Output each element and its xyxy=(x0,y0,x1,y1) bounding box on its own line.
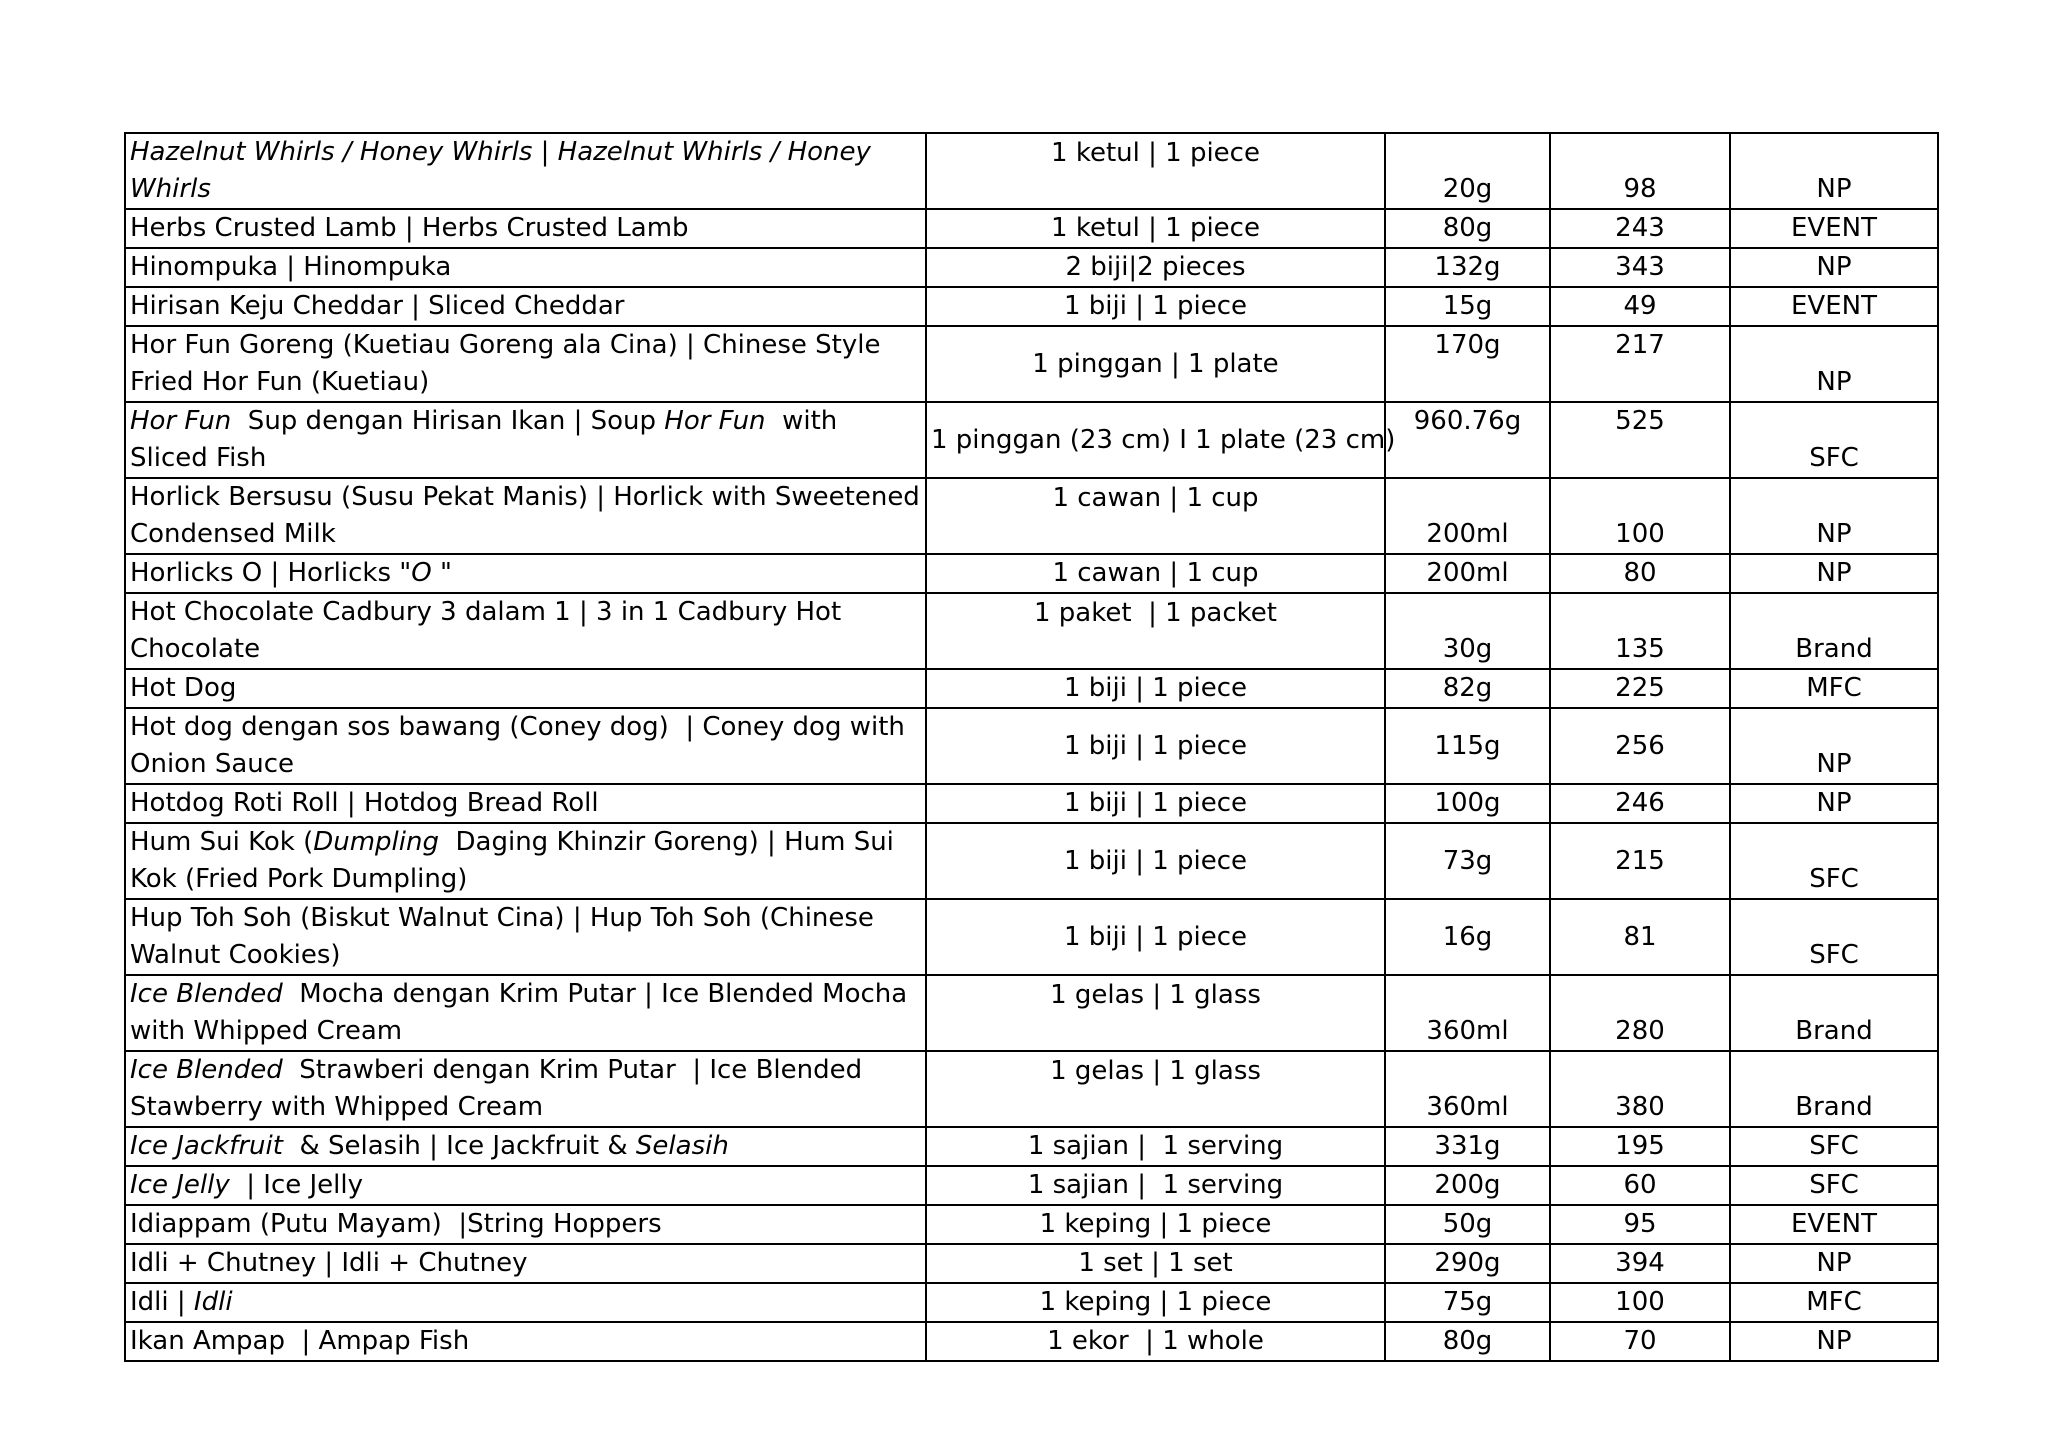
source-cell-text: NP xyxy=(1816,558,1852,588)
source-cell xyxy=(1730,248,1938,287)
food-name-segment: Idli | xyxy=(130,1287,194,1317)
source-cell-text: NP xyxy=(1816,252,1852,282)
energy-cell-text: 135 xyxy=(1615,634,1665,664)
weight-cell xyxy=(1385,133,1550,209)
source-cell-text: NP xyxy=(1816,1326,1852,1356)
weight-cell xyxy=(1385,823,1550,899)
food-name-cell xyxy=(125,593,926,669)
table-row xyxy=(125,554,1938,593)
energy-cell-text: 394 xyxy=(1615,1248,1665,1278)
weight-cell xyxy=(1385,708,1550,784)
weight-cell xyxy=(1385,1283,1550,1322)
weight-cell-text: 132g xyxy=(1434,252,1501,282)
food-name-cell xyxy=(125,478,929,554)
weight-cell-text: 360ml xyxy=(1426,1016,1509,1046)
food-name-cell xyxy=(125,669,926,708)
energy-cell-text: 49 xyxy=(1623,291,1657,321)
food-name-segment: Hot dog dengan sos bawang (Coney dog) | Coney dog with Onion Sauce xyxy=(130,712,914,779)
energy-cell-text: 100 xyxy=(1615,519,1665,549)
portion-cell xyxy=(926,1244,1385,1283)
weight-cell xyxy=(1385,1205,1550,1244)
weight-cell xyxy=(1385,593,1550,669)
weight-cell xyxy=(1385,209,1550,248)
table-row xyxy=(125,784,1938,823)
food-name-segment: Hot Chocolate Cadbury 3 dalam 1 | 3 in 1 Cadbury Hot Chocolate xyxy=(130,597,850,664)
food-name-italic-segment: Dumpling xyxy=(313,827,439,857)
weight-cell-text: 290g xyxy=(1434,1248,1501,1278)
energy-cell-text: 81 xyxy=(1623,921,1657,952)
food-name-cell xyxy=(125,899,926,975)
energy-cell-text: 195 xyxy=(1615,1131,1665,1161)
source-cell-text: SFC xyxy=(1809,1170,1859,1200)
food-name-italic-segment: Ice Jackfruit xyxy=(130,1131,283,1161)
food-name-segment: Idli + Chutney | Idli + Chutney xyxy=(130,1248,528,1278)
source-cell xyxy=(1730,975,1938,1051)
weight-cell-text: 100g xyxy=(1434,788,1501,818)
food-name-segment: Sup dengan Hirisan Ikan | Soup xyxy=(231,406,665,436)
weight-cell xyxy=(1385,784,1550,823)
portion-cell-text: 1 cawan | 1 cup xyxy=(1052,482,1259,513)
food-name-cell xyxy=(125,1283,926,1322)
energy-cell-text: 343 xyxy=(1615,252,1665,282)
food-name-segment: Daging Khinzir Goreng) | Hum Sui Kok (Fried Pork Dumpling) xyxy=(130,827,903,894)
energy-cell xyxy=(1550,1127,1730,1166)
source-cell-text: NP xyxy=(1816,174,1852,204)
source-cell xyxy=(1730,402,1938,478)
weight-cell xyxy=(1385,669,1550,708)
portion-cell xyxy=(926,1322,1385,1361)
portion-cell-text: 1 gelas | 1 glass xyxy=(1050,1055,1261,1086)
weight-cell xyxy=(1385,1322,1550,1361)
food-name-cell xyxy=(125,248,926,287)
weight-cell xyxy=(1385,287,1550,326)
food-name-segment: Hor Fun Goreng (Kuetiau Goreng ala Cina) | Chinese Style Fried Hor Fun (Kuetiau) xyxy=(130,330,889,397)
weight-cell-text: 331g xyxy=(1434,1131,1501,1161)
portion-cell xyxy=(926,708,1385,784)
source-cell-text: MFC xyxy=(1806,673,1862,703)
portion-cell xyxy=(926,975,1385,1051)
portion-cell xyxy=(926,1283,1385,1322)
weight-cell xyxy=(1385,554,1550,593)
energy-cell-text: 225 xyxy=(1615,673,1665,703)
portion-cell-text: 1 keping | 1 piece xyxy=(1039,1287,1272,1317)
portion-cell xyxy=(926,1051,1385,1127)
source-cell xyxy=(1730,287,1938,326)
source-cell xyxy=(1730,669,1938,708)
food-name-cell xyxy=(125,554,926,593)
table-row xyxy=(125,708,1938,784)
portion-cell xyxy=(926,823,1385,899)
portion-cell xyxy=(926,1205,1385,1244)
food-name-segment: Ikan Ampap | Ampap Fish xyxy=(130,1326,470,1356)
food-name-italic-segment: Hor Fun xyxy=(664,406,766,436)
portion-cell xyxy=(926,133,1385,209)
weight-cell xyxy=(1385,1166,1550,1205)
energy-cell-text: 256 xyxy=(1615,730,1665,761)
weight-cell xyxy=(1385,326,1550,402)
food-name-segment: Hot Dog xyxy=(130,673,237,703)
food-name-segment: Horlicks O | Horlicks " xyxy=(130,558,412,588)
food-name-segment: Hirisan Keju Cheddar | Sliced Cheddar xyxy=(130,291,625,321)
energy-cell xyxy=(1550,1205,1730,1244)
portion-cell xyxy=(926,784,1385,823)
source-cell xyxy=(1730,899,1938,975)
source-cell xyxy=(1730,1244,1938,1283)
portion-cell xyxy=(926,248,1385,287)
table-row xyxy=(125,975,1938,1051)
portion-cell-text: 2 biji|2 pieces xyxy=(1065,252,1246,282)
table-row xyxy=(125,593,1938,669)
table-row xyxy=(125,669,1938,708)
portion-cell-text: 1 cawan | 1 cup xyxy=(1052,558,1259,588)
energy-cell-text: 80 xyxy=(1623,558,1657,588)
source-cell xyxy=(1730,326,1938,402)
energy-cell xyxy=(1550,899,1730,975)
food-name-cell xyxy=(125,823,926,899)
source-cell xyxy=(1730,1127,1938,1166)
food-name-segment: " xyxy=(431,558,452,588)
table-row xyxy=(125,478,1938,554)
food-name-italic-segment: Idli xyxy=(193,1287,233,1317)
table-row xyxy=(125,1051,1938,1127)
food-name-cell xyxy=(125,708,926,784)
table-row xyxy=(125,209,1938,248)
portion-cell-text: 1 sajian | 1 serving xyxy=(1027,1170,1284,1200)
energy-cell-text: 70 xyxy=(1623,1326,1657,1356)
energy-cell xyxy=(1550,287,1730,326)
source-cell xyxy=(1730,823,1938,899)
portion-cell-text: 1 biji | 1 piece xyxy=(1063,788,1248,818)
energy-cell xyxy=(1550,708,1730,784)
source-cell xyxy=(1730,133,1938,209)
weight-cell xyxy=(1385,1127,1550,1166)
food-name-segment: Hup Toh Soh (Biskut Walnut Cina) | Hup Toh Soh (Chinese Walnut Cookies) xyxy=(130,903,883,970)
food-name-cell xyxy=(125,784,926,823)
table-row xyxy=(125,1127,1938,1166)
source-cell xyxy=(1730,1051,1938,1127)
energy-cell-text: 95 xyxy=(1623,1209,1657,1239)
food-name-segment: Mocha dengan Krim Putar | Ice Blended Mocha with Whipped Cream xyxy=(130,979,916,1046)
source-cell xyxy=(1730,1322,1938,1361)
food-name-cell xyxy=(125,1127,926,1166)
energy-cell xyxy=(1550,326,1730,402)
food-name-italic-segment: Ice Jelly xyxy=(130,1170,230,1200)
energy-cell-text: 217 xyxy=(1615,330,1665,360)
weight-cell xyxy=(1385,975,1550,1051)
food-name-segment: Hum Sui Kok ( xyxy=(130,827,314,857)
source-cell xyxy=(1730,554,1938,593)
weight-cell-text: 73g xyxy=(1442,845,1493,876)
portion-cell xyxy=(926,899,1385,975)
portion-cell-text: 1 pinggan | 1 plate xyxy=(1032,348,1279,379)
food-name-cell xyxy=(125,1166,926,1205)
weight-cell-text: 82g xyxy=(1442,673,1493,703)
source-cell-text: SFC xyxy=(1809,864,1859,894)
source-cell-text: EVENT xyxy=(1791,1209,1877,1239)
weight-cell-text: 360ml xyxy=(1426,1092,1509,1122)
portion-cell xyxy=(926,1127,1385,1166)
weight-cell xyxy=(1385,1244,1550,1283)
table-row xyxy=(125,1244,1938,1283)
energy-cell-text: 525 xyxy=(1615,406,1665,436)
source-cell xyxy=(1730,1283,1938,1322)
energy-cell xyxy=(1550,1051,1730,1127)
table-row xyxy=(125,1205,1938,1244)
portion-cell-text: 1 sajian | 1 serving xyxy=(1027,1131,1284,1161)
portion-cell-text: 1 ketul | 1 piece xyxy=(1051,137,1260,168)
food-name-segment: Strawberi dengan Krim Putar | Ice Blended Stawberry with Whipped Cream xyxy=(130,1055,871,1122)
energy-cell-text: 60 xyxy=(1623,1170,1657,1200)
source-cell-text: NP xyxy=(1816,1248,1852,1278)
food-name-segment: Idiappam (Putu Mayam) |String Hoppers xyxy=(130,1209,662,1239)
energy-cell xyxy=(1550,478,1730,554)
energy-cell-text: 246 xyxy=(1615,788,1665,818)
table-row xyxy=(125,402,1938,478)
source-cell-text: EVENT xyxy=(1791,291,1877,321)
food-name-cell xyxy=(125,1244,926,1283)
food-name-cell xyxy=(125,402,926,478)
food-name-italic-segment: Hazelnut Whirls / Honey Whirls | Hazelnut Whirls / Honey Whirls xyxy=(130,137,880,204)
portion-cell-text: 1 biji | 1 piece xyxy=(1063,730,1248,761)
portion-cell xyxy=(926,287,1385,326)
energy-cell-text: 280 xyxy=(1615,1016,1665,1046)
portion-cell-text: 1 biji | 1 piece xyxy=(1063,291,1248,321)
weight-cell xyxy=(1385,899,1550,975)
weight-cell xyxy=(1385,1051,1550,1127)
weight-cell-text: 200g xyxy=(1434,1170,1501,1200)
food-name-cell xyxy=(125,1051,926,1127)
food-name-segment: & Selasih | Ice Jackfruit & xyxy=(282,1131,636,1161)
energy-cell xyxy=(1550,133,1730,209)
portion-cell-text: 1 biji | 1 piece xyxy=(1063,845,1248,876)
source-cell-text: NP xyxy=(1816,367,1852,397)
energy-cell xyxy=(1550,1244,1730,1283)
portion-cell xyxy=(926,669,1385,708)
energy-cell xyxy=(1550,784,1730,823)
energy-cell xyxy=(1550,1166,1730,1205)
energy-cell-text: 100 xyxy=(1615,1287,1665,1317)
weight-cell-text: 200ml xyxy=(1426,558,1509,588)
weight-cell-text: 16g xyxy=(1442,921,1493,952)
source-cell-text: NP xyxy=(1816,519,1852,549)
food-name-italic-segment: Ice Blended xyxy=(130,1055,283,1085)
source-cell-text: NP xyxy=(1816,788,1852,818)
portion-cell xyxy=(926,209,1385,248)
food-name-cell xyxy=(125,326,926,402)
table-row xyxy=(125,287,1938,326)
portion-cell xyxy=(926,554,1385,593)
portion-cell-text: 1 set | 1 set xyxy=(1078,1248,1233,1278)
energy-cell-text: 98 xyxy=(1623,174,1657,204)
table-row xyxy=(125,1283,1938,1322)
energy-cell xyxy=(1550,1322,1730,1361)
portion-cell-text: 1 gelas | 1 glass xyxy=(1050,979,1261,1010)
food-name-cell xyxy=(125,209,926,248)
source-cell-text: Brand xyxy=(1795,1016,1873,1046)
source-cell xyxy=(1730,1205,1938,1244)
source-cell xyxy=(1730,209,1938,248)
portion-cell-text: 1 biji | 1 piece xyxy=(1063,673,1248,703)
food-name-italic-segment: O xyxy=(411,558,432,588)
portion-cell-text: 1 ekor | 1 whole xyxy=(1047,1326,1264,1356)
weight-cell-text: 30g xyxy=(1442,634,1493,664)
source-cell-text: SFC xyxy=(1809,1131,1859,1161)
weight-cell xyxy=(1385,478,1550,554)
portion-cell-text: 1 pinggan (23 cm) I 1 plate (23 cm) xyxy=(931,424,1396,455)
energy-cell xyxy=(1550,248,1730,287)
energy-cell xyxy=(1550,669,1730,708)
food-table xyxy=(124,132,1939,1362)
energy-cell xyxy=(1550,554,1730,593)
food-name-segment: | Ice Jelly xyxy=(229,1170,364,1200)
table-row xyxy=(125,133,1938,209)
food-name-segment: Horlick Bersusu (Susu Pekat Manis) | Horlick with Sweetened Condensed Milk xyxy=(130,482,929,549)
table-row xyxy=(125,1322,1938,1361)
portion-cell-text: 1 keping | 1 piece xyxy=(1039,1209,1272,1239)
portion-cell-text: 1 biji | 1 piece xyxy=(1063,921,1248,952)
energy-cell-text: 380 xyxy=(1615,1092,1665,1122)
source-cell-text: SFC xyxy=(1809,443,1859,473)
energy-cell xyxy=(1550,593,1730,669)
energy-cell xyxy=(1550,823,1730,899)
source-cell-text: NP xyxy=(1816,749,1852,779)
energy-cell xyxy=(1550,402,1730,478)
food-name-cell xyxy=(125,287,926,326)
portion-cell xyxy=(926,593,1385,669)
source-cell xyxy=(1730,478,1938,554)
food-name-cell xyxy=(125,133,926,209)
portion-cell xyxy=(926,402,1396,478)
table-row xyxy=(125,248,1938,287)
source-cell xyxy=(1730,708,1938,784)
source-cell-text: SFC xyxy=(1809,940,1859,970)
food-name-cell xyxy=(125,975,926,1051)
food-name-italic-segment: Ice Blended xyxy=(130,979,283,1009)
source-cell-text: MFC xyxy=(1806,1287,1862,1317)
food-table-body xyxy=(125,133,1938,1361)
food-name-segment: with Sliced Fish xyxy=(130,406,846,473)
weight-cell-text: 20g xyxy=(1442,174,1493,204)
table-row xyxy=(125,1166,1938,1205)
source-cell xyxy=(1730,784,1938,823)
food-name-italic-segment: Selasih xyxy=(635,1131,729,1161)
source-cell xyxy=(1730,1166,1938,1205)
source-cell-text: EVENT xyxy=(1791,213,1877,243)
weight-cell-text: 200ml xyxy=(1426,519,1509,549)
energy-cell xyxy=(1550,1283,1730,1322)
portion-cell-text: 1 ketul | 1 piece xyxy=(1051,213,1260,243)
source-cell-text: Brand xyxy=(1795,634,1873,664)
weight-cell-text: 960.76g xyxy=(1413,406,1522,436)
energy-cell xyxy=(1550,209,1730,248)
weight-cell xyxy=(1385,402,1550,478)
food-name-segment: Hinompuka | Hinompuka xyxy=(130,252,452,282)
source-cell-text: Brand xyxy=(1795,1092,1873,1122)
portion-cell-text: 1 paket | 1 packet xyxy=(1034,597,1277,628)
energy-cell xyxy=(1550,975,1730,1051)
weight-cell-text: 75g xyxy=(1442,1287,1493,1317)
source-cell xyxy=(1730,593,1938,669)
weight-cell-text: 15g xyxy=(1442,291,1493,321)
table-row xyxy=(125,899,1938,975)
portion-cell xyxy=(926,478,1385,554)
portion-cell xyxy=(926,1166,1385,1205)
food-name-segment: Herbs Crusted Lamb | Herbs Crusted Lamb xyxy=(130,213,689,243)
weight-cell xyxy=(1385,248,1550,287)
weight-cell-text: 50g xyxy=(1442,1209,1493,1239)
table-row xyxy=(125,823,1938,899)
weight-cell-text: 80g xyxy=(1442,1326,1493,1356)
table-row xyxy=(125,326,1938,402)
food-name-cell xyxy=(125,1322,926,1361)
food-name-cell xyxy=(125,1205,926,1244)
energy-cell-text: 243 xyxy=(1615,213,1665,243)
food-name-segment: Hotdog Roti Roll | Hotdog Bread Roll xyxy=(130,788,599,818)
weight-cell-text: 80g xyxy=(1442,213,1493,243)
energy-cell-text: 215 xyxy=(1615,845,1665,876)
portion-cell xyxy=(926,326,1385,402)
weight-cell-text: 170g xyxy=(1434,330,1501,360)
food-name-italic-segment: Hor Fun xyxy=(130,406,232,436)
weight-cell-text: 115g xyxy=(1434,730,1501,761)
